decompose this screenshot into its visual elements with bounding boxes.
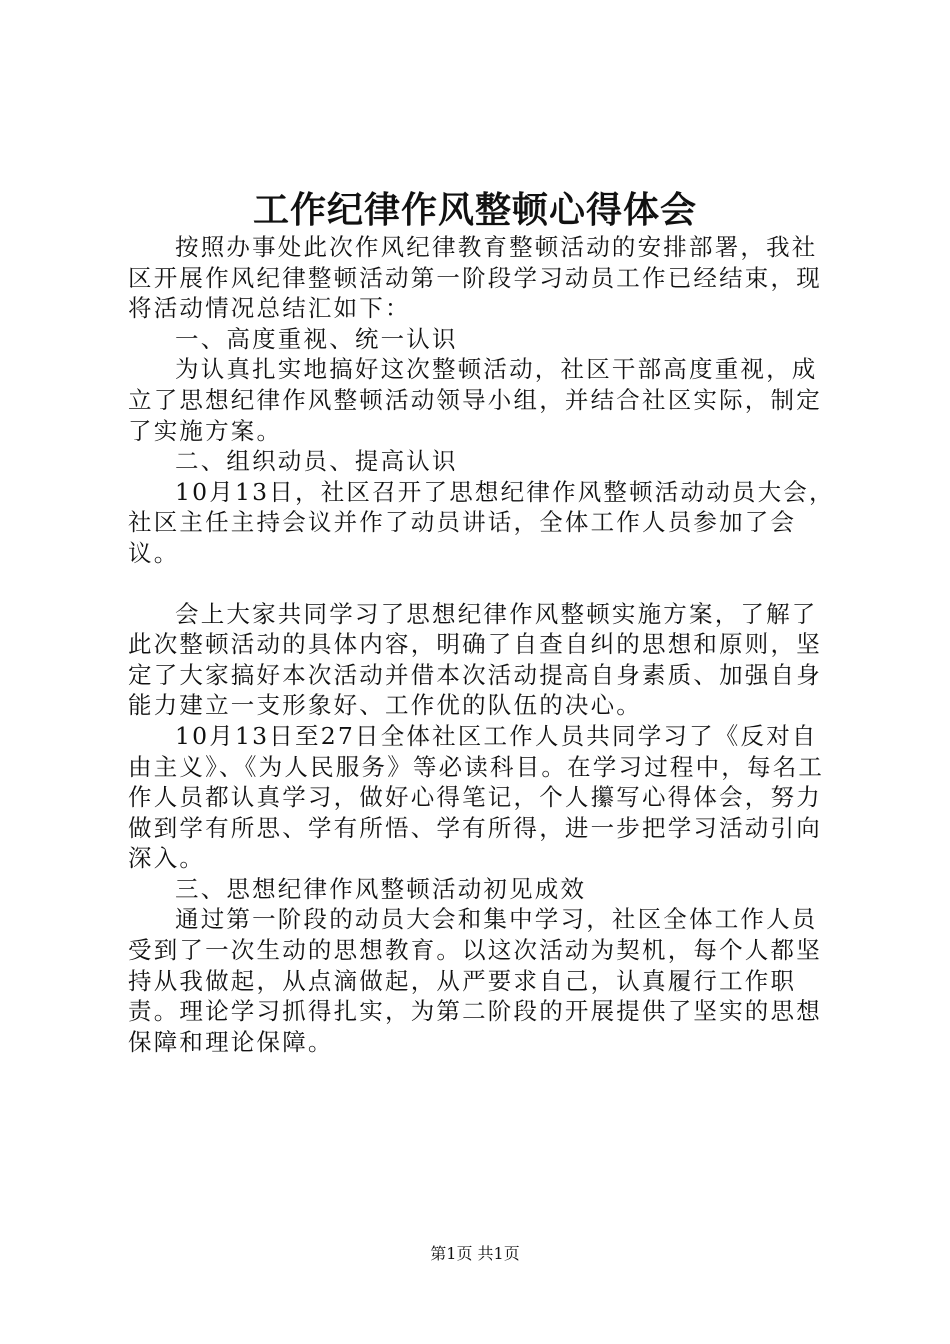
paragraph-study-period: 10月13日至27日全体社区工作人员共同学习了《反对自由主义》、《为人民服务》等必读科目。在学习过程中，每名工作人员都认真学习，做好心得笔记，个人攥写心得体会，努力做到学有所思、学有所悟、学有所得，进一步把学习活动引向深入。 — [128, 721, 825, 873]
paragraph-results: 通过第一阶段的动员大会和集中学习，社区全体工作人员受到了一次生动的思想教育。以这次活动为契机，每个人都坚持从我做起，从点滴做起，从严要求自己，认真履行工作职责。理论学习抓得扎实，为第二阶段的开展提供了坚实的思想保障和理论保障。 — [128, 905, 822, 1056]
document-title: 工作纪律作风整顿心得体会 — [252, 189, 697, 231]
section-heading-3: 三、思想纪律作风整顿活动初见成效 — [175, 874, 587, 903]
document-body — [128, 232, 840, 1057]
section-heading-2: 二、组织动员、提高认识 — [175, 447, 458, 476]
paragraph-meeting-study: 会上大家共同学习了思想纪律作风整顿实施方案，了解了此次整顿活动的具体内容，明确了自查自纠的思想和原则，坚定了大家搞好本次活动并借本次活动提高自身素质、加强自身能力建立一支形象好、工作优的队伍的决心。 — [128, 599, 822, 720]
section-heading-1: 一、高度重视、统一认识 — [175, 324, 458, 353]
paragraph-intro: 按照办事处此次作风纪律教育整顿活动的安排部署，我社区开展作风纪律整顿活动第一阶段学习动员工作已经结束，现将活动情况总结汇如下： — [128, 233, 822, 323]
paragraph-mobilization-meeting: 10月13日，社区召开了思想纪律作风整顿活动动员大会，社区主任主持会议并作了动员讲话，全体工作人员参加了会议。 — [128, 477, 835, 567]
page-footer: 第1页 共1页 — [430, 1244, 520, 1263]
paragraph-section-1: 为认真扎实地搞好这次整顿活动，社区干部高度重视，成立了思想纪律作风整顿活动领导小组，并结合社区实际，制定了实施方案。 — [128, 355, 822, 445]
